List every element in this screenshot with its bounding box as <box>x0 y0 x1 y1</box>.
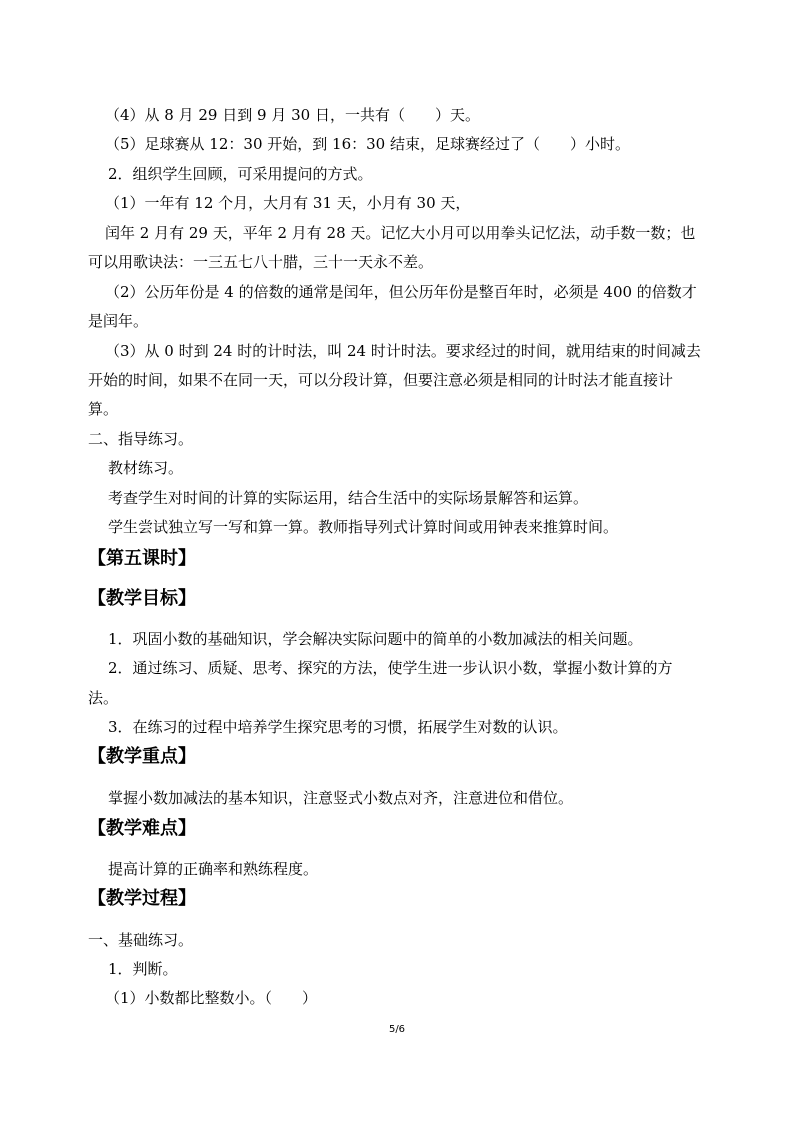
text-line: 2．组织学生回顾，可采用提问的方式。 <box>108 165 373 183</box>
text-line: 学生尝试独立写一写和算一算。教师指导列式计算时间或用钟表来推算时间。 <box>108 518 619 536</box>
text-line: （1）小数都比整数小。（ ） <box>105 989 318 1007</box>
text-line: 开始的时间，如果不在同一天，可以分段计算，但要注意必须是相同的计时法才能直接计 <box>88 371 674 389</box>
goal-item: 法。 <box>88 689 119 707</box>
text-line: （2）公历年份是 4 的倍数的通常是闰年，但公历年份是整百年时，必须是 400 的倍数才 <box>105 283 697 301</box>
text-line: （4）从 8 月 29 日到 9 月 30 日，一共有（ ）天。 <box>105 106 480 124</box>
page-number: 5/6 <box>388 1024 406 1035</box>
text-line: 是闰年。 <box>88 312 149 330</box>
section-heading: 一、基础练习。 <box>88 931 194 949</box>
text-line: 教材练习。 <box>108 459 184 477</box>
section-heading: 二、指导练习。 <box>88 430 194 448</box>
key-text: 掌握小数加减法的基本知识，注意竖式小数点对齐，注意进位和借位。 <box>108 789 574 807</box>
process-heading: 【教学过程】 <box>88 888 196 909</box>
text-line: （3）从 0 时到 24 时的计时法，叫 24 时计时法。要求经过的时间，就用结束的时间减去 <box>105 342 701 360</box>
text-line: 1．判断。 <box>108 960 178 978</box>
text-line: （5）足球赛从 12：30 开始，到 16：30 结束，足球赛经过了（ ）小时。 <box>105 135 630 153</box>
difficult-text: 提高计算的正确率和熟练程度。 <box>108 860 319 878</box>
text-line: 算。 <box>88 400 119 418</box>
key-heading: 【教学重点】 <box>88 746 196 767</box>
goal-item: 3．在练习的过程中培养学生探究思考的习惯，拓展学生对数的认识。 <box>108 718 568 736</box>
text-line: 考查学生对时间的计算的实际运用，结合生活中的实际场景解答和运算。 <box>108 489 589 507</box>
goal-item: 1．巩固小数的基础知识，学会解决实际问题中的简单的小数加减法的相关问题。 <box>108 630 643 648</box>
lesson-heading: 【第五课时】 <box>88 548 196 569</box>
text-line: （1）一年有 12 个月，大月有 31 天，小月有 30 天， <box>105 194 471 212</box>
text-line: 可以用歌诀法：一三五七八十腊，三十一天永不差。 <box>88 253 434 271</box>
goals-heading: 【教学目标】 <box>88 588 196 609</box>
difficult-heading: 【教学难点】 <box>88 818 196 839</box>
goal-item: 2．通过练习、质疑、思考、探究的方法，使学生进一步认识小数，掌握小数计算的方 <box>108 659 673 677</box>
text-line: 闰年 2 月有 29 天，平年 2 月有 28 天。记忆大小月可以用拳头记忆法，动手数一数；也 <box>105 224 696 242</box>
